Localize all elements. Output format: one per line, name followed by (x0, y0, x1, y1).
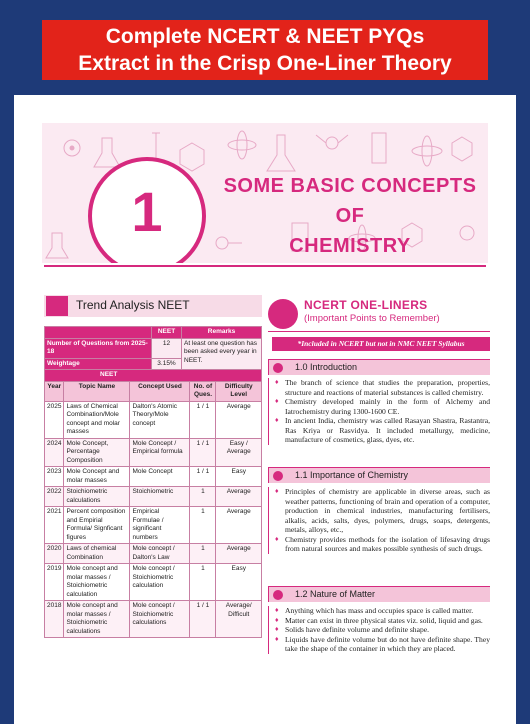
list-item-text: In ancient India, chemistry was called Rasayan Shastra, Rastantra, Ras Kriya or Rasvidya. It included metallurgy, medicine, manufacture of cosmetics, glass, dyes, etc. (285, 416, 490, 444)
difficulty-cell: Easy (216, 564, 262, 601)
banner-line-2: Extract in the Crisp One-Liner Theory (78, 52, 452, 75)
list-item: ♦ Anything which has mass and occupies space is called matter. (275, 606, 490, 616)
difficulty-cell: Average (216, 401, 262, 438)
year-cell: 2022 (45, 487, 64, 507)
concept-cell: Empirical Formulae / significant numbers (130, 507, 190, 544)
section-header-nature-of-matter (268, 586, 490, 602)
list-item: ♦ The branch of science that studies the preparation, properties, structure and reactions of material substances is called chemistry. (275, 378, 490, 397)
concept-cell: Mole Concept / Empirical formula (130, 438, 190, 467)
list-item: ♦ Matter can exist in three physical states viz. solid, liquid and gas. (275, 616, 490, 626)
table-row (45, 487, 262, 507)
list-item: ♦ Chemistry developed mainly in the form of Alchemy and Iatrochemistry during 1300-1600 CE. (275, 397, 490, 416)
concept-cell: Mole concept / Stoichiometric calculation (130, 564, 190, 601)
table-row (45, 544, 262, 564)
questions-cell: 1 (190, 507, 216, 544)
syllabus-note: *Included in NCERT but not in NMC NEET Syllabus (272, 337, 490, 351)
year-cell: 2024 (45, 438, 64, 467)
summary-value: 12 (152, 338, 182, 358)
promo-banner (42, 20, 488, 80)
difficulty-cell: Average/ Difficult (216, 601, 262, 638)
section-title: 1.1 Importance of Chemistry (295, 470, 409, 480)
year-cell: 2020 (45, 544, 64, 564)
difficulty-cell: Easy / Average (216, 438, 262, 467)
chapter-title-line-2: CHEMISTRY (289, 235, 411, 257)
summary-remark: At least one question has been asked every year in NEET. (182, 338, 262, 370)
table-row (45, 467, 262, 487)
banner-line-1: Complete NCERT & NEET PYQs (105, 25, 425, 48)
table-row (45, 438, 262, 467)
list-item: ♦ Solids have definite volume and definite shape. (275, 625, 490, 635)
section-body-nature-of-matter (268, 606, 490, 654)
section-title: 1.2 Nature of Matter (295, 589, 376, 599)
section-title: 1.0 Introduction (295, 362, 358, 372)
oneliners-rule (268, 331, 490, 332)
list-item (275, 416, 490, 445)
questions-cell: 1 (190, 564, 216, 601)
book-page (14, 95, 516, 724)
trend-table-neet-label: NEET (45, 370, 262, 382)
topic-cell: Laws of Chemical Combination/Mole concept and molar masses (64, 401, 130, 438)
section-bullet-icon (273, 471, 283, 481)
difficulty-cell: Average (216, 507, 262, 544)
trend-summary-table (44, 326, 262, 370)
questions-cell: 1 / 1 (190, 601, 216, 638)
chapter-number: 1 (131, 180, 163, 243)
questions-cell: 1 / 1 (190, 467, 216, 487)
section-bullet-icon (273, 590, 283, 600)
section-bullet-icon (273, 363, 283, 373)
table-row (45, 507, 262, 544)
concept-cell: Mole Concept (130, 467, 190, 487)
section-body-importance (268, 487, 490, 554)
concept-cell: Mole concept / Stoichiometric calculations (130, 601, 190, 638)
section-header-importance (268, 467, 490, 483)
section-body-introduction (268, 378, 490, 445)
col-header-concept: Concept Used (130, 381, 190, 401)
topic-cell: Mole Concept, Percentage Composition (64, 438, 130, 467)
trend-table (44, 369, 262, 638)
topic-cell: Laws of chemical Combination (64, 544, 130, 564)
topic-cell: Mole concept and molar masses / Stoichiometric calculations (64, 601, 130, 638)
oneliners-logo-icon (268, 299, 298, 329)
difficulty-cell: Easy (216, 467, 262, 487)
oneliners-title: NCERT ONE-LINERS (304, 298, 428, 312)
year-cell: 2023 (45, 467, 64, 487)
year-cell: 2021 (45, 507, 64, 544)
year-cell: 2019 (45, 564, 64, 601)
questions-cell: 1 / 1 (190, 401, 216, 438)
concept-cell: Dalton's Atomic Theory/Mole concept (130, 401, 190, 438)
table-row (45, 601, 262, 638)
list-item: ♦ Principles of chemistry are applicable in diverse areas, such as weather patterns, functioning of brain and operation of a computer, production in chemical industries, manufacturing fertilisers, alkalis, acids, salts, dyes, polymers, drugs, soaps, detergents, metals, alloys, etc., (275, 487, 490, 535)
summary-label: Number of Questions from 2025-18 (45, 338, 152, 358)
topic-cell: Mole concept and molar masses / Stoichiometric calculation (64, 564, 130, 601)
year-cell: 2018 (45, 601, 64, 638)
col-header-year: Year (45, 381, 64, 401)
topic-cell: Mole Concept and molar masses (64, 467, 130, 487)
topic-cell: Stoichiometric calculations (64, 487, 130, 507)
divider (44, 265, 486, 267)
table-row (45, 564, 262, 601)
concept-cell: Mole concept / Dalton's Law (130, 544, 190, 564)
summary-header-remarks: Remarks (182, 327, 262, 339)
microscope-icon (46, 296, 68, 316)
topic-cell: Percent composition and Empirial Formula/ Signficant figures (64, 507, 130, 544)
chapter-title-line-1: SOME BASIC CONCEPTS OF (223, 175, 477, 227)
col-header-difficulty: Difficulty Level (216, 381, 262, 401)
questions-cell: 1 (190, 544, 216, 564)
summary-value: 3.15% (152, 358, 182, 370)
summary-header-blank (45, 327, 152, 339)
list-item: ♦ Liquids have definite volume but do not have definite shape. They take the shape of the container in which they are placed. (275, 635, 490, 654)
list-item: ♦ Chemistry provides methods for the isolation of lifesaving drugs from natural sources and makes possible synthesis of such drugs. (275, 535, 490, 554)
chapter-title (220, 171, 480, 261)
questions-cell: 1 / 1 (190, 438, 216, 467)
concept-cell: Stoichiometric (130, 487, 190, 507)
table-row (45, 401, 262, 438)
year-cell: 2025 (45, 401, 64, 438)
difficulty-cell: Average (216, 487, 262, 507)
col-header-questions: No. of Ques. (190, 381, 216, 401)
trend-analysis-title: Trend Analysis NEET (76, 298, 190, 312)
trend-analysis-header (44, 295, 262, 317)
col-header-topic: Topic Name (64, 381, 130, 401)
section-header-introduction (268, 359, 490, 375)
questions-cell: 1 (190, 487, 216, 507)
oneliners-subtitle: (Important Points to Remember) (304, 313, 440, 324)
summary-header-neet: NEET (152, 327, 182, 339)
difficulty-cell: Average (216, 544, 262, 564)
summary-label: Weightage (45, 358, 152, 370)
chapter-header (42, 123, 488, 263)
